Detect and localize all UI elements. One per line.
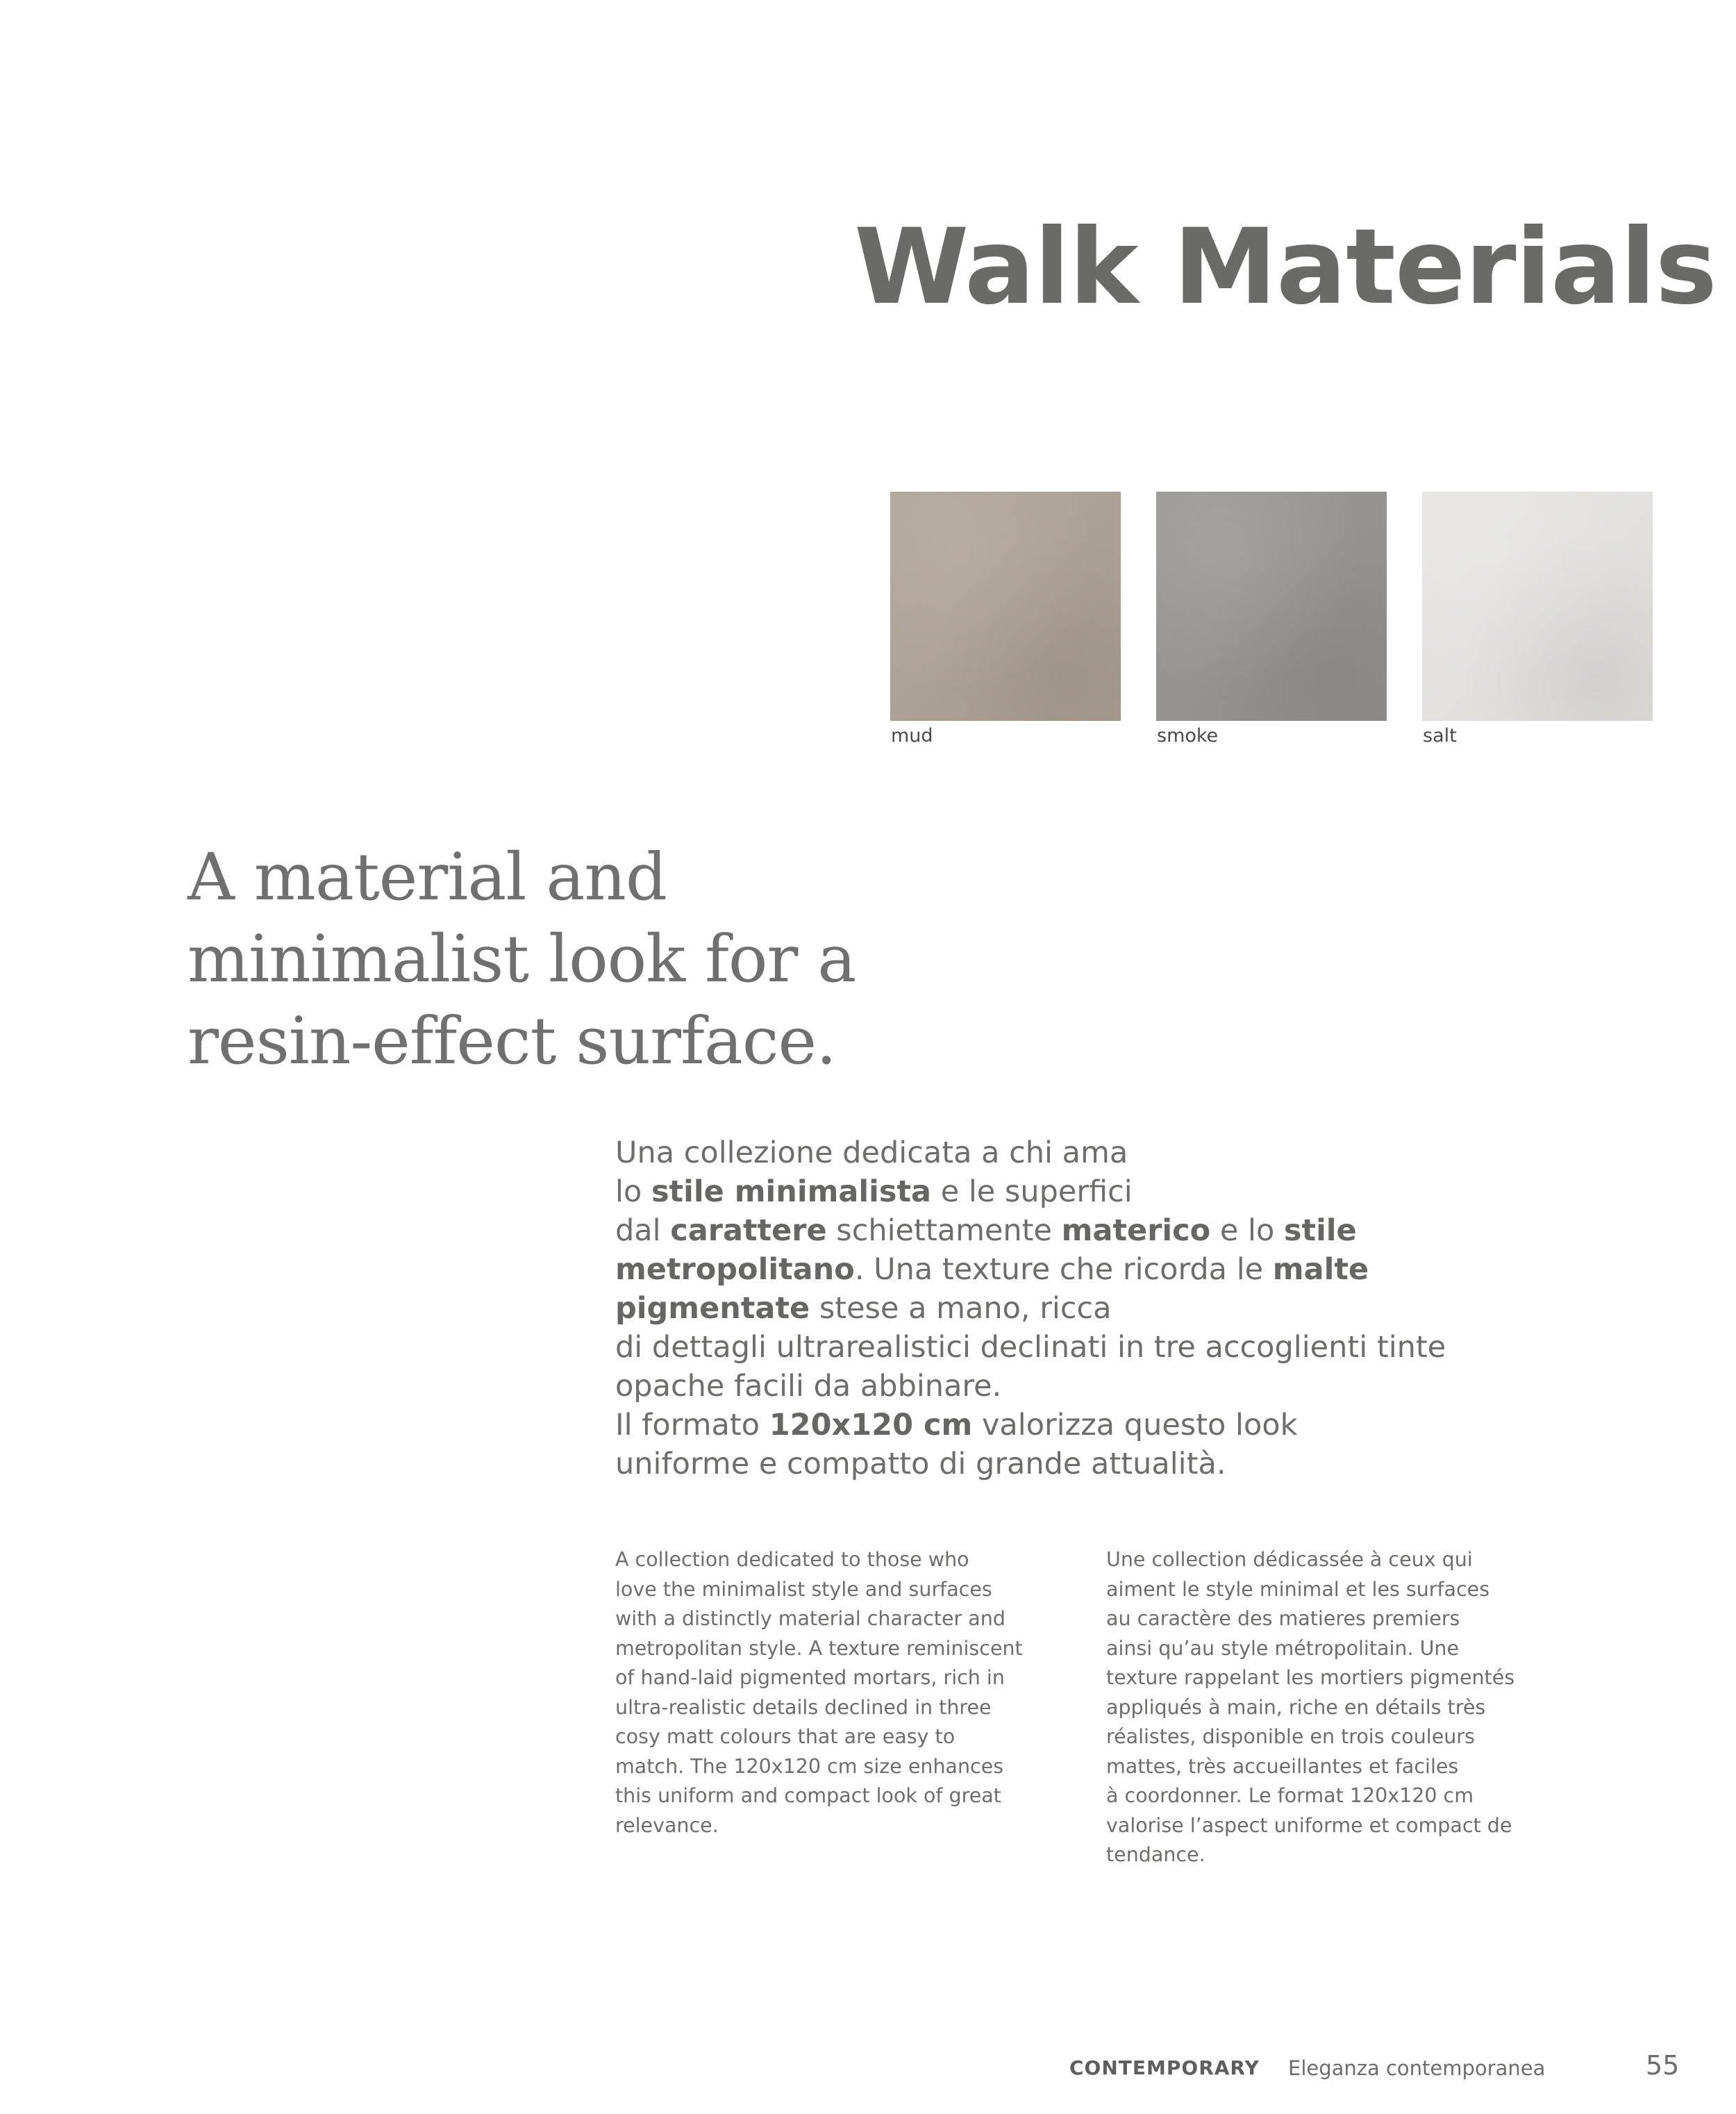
text-line: of hand-laid pigmented mortars, rich in — [615, 1666, 1005, 1689]
lead-line: pigmentate stese a mano, ricca — [615, 1291, 1112, 1326]
text-line: Une collection dédicassée à ceux qui — [1106, 1548, 1473, 1571]
text-line: ultra-realistic details declined in three — [615, 1695, 992, 1719]
footer-subtitle: Eleganza contemporanea — [1288, 2056, 1546, 2080]
text-line: cosy matt colours that are easy to — [615, 1725, 955, 1748]
lead-line: Una collezione dedicata a chi ama — [615, 1135, 1128, 1170]
text-line: valorise l’aspect uniforme et compact de — [1106, 1813, 1512, 1837]
swatch-salt — [1422, 492, 1653, 721]
text-line: metropolitan style. A texture reminiscent — [615, 1636, 1023, 1660]
headline — [187, 837, 1021, 1083]
text-line: match. The 120x120 cm size enhances — [615, 1754, 1004, 1778]
text-line: aiment le style minimal et les surfaces — [1106, 1577, 1490, 1601]
lead-line: metropolitano. Una texture che ricorda le malte — [615, 1252, 1369, 1287]
text-line: ainsi qu’au style métropolitain. Une — [1106, 1636, 1460, 1660]
text-line: réalistes, disponible en trois couleurs — [1106, 1725, 1475, 1748]
lead-line: lo stile minimalista e le superfici — [615, 1174, 1133, 1209]
swatch-mud — [890, 492, 1121, 721]
text-line: texture rappelant les mortiers pigmentés — [1106, 1666, 1515, 1689]
text-line: with a distinctly material character and — [615, 1607, 1005, 1630]
lead-line: di dettagli ultrarealistici declinati in tre accoglienti tinte — [615, 1330, 1446, 1365]
swatch-label-mud: mud — [891, 725, 933, 747]
emphasis: pigmentate — [615, 1291, 810, 1326]
swatch-smoke — [1156, 492, 1387, 721]
emphasis: malte — [1272, 1252, 1369, 1287]
lead-line: opache facili da abbinare. — [615, 1369, 1002, 1404]
italian-description — [615, 1133, 1539, 1483]
text-line: au caractère des matieres premiers — [1106, 1607, 1460, 1630]
swatch-label-smoke: smoke — [1157, 725, 1219, 747]
headline-line: A material and — [187, 840, 667, 915]
emphasis: metropolitano — [615, 1252, 855, 1287]
emphasis: carattere — [670, 1213, 827, 1248]
text-line: à coordonner. Le format 120x120 cm — [1106, 1784, 1474, 1807]
emphasis: stile minimalista — [651, 1174, 932, 1209]
lead-line: Il formato 120x120 cm valorizza questo look — [615, 1408, 1298, 1442]
lead-line: uniforme e compatto di grande attualità. — [615, 1447, 1226, 1481]
text-line: A collection dedicated to those who — [615, 1548, 969, 1571]
emphasis: materico — [1061, 1213, 1211, 1248]
page-number: 55 — [1646, 2050, 1680, 2081]
text-line: mattes, très accueillantes et faciles — [1106, 1754, 1459, 1778]
lead-line: dal carattere schiettamente materico e lo stile — [615, 1213, 1357, 1248]
english-description — [615, 1545, 1074, 1840]
emphasis: stile — [1283, 1213, 1357, 1248]
text-line: love the minimalist style and surfaces — [615, 1577, 992, 1601]
headline-line: minimalist look for a — [187, 922, 856, 997]
page-title: Walk Materials — [854, 207, 1717, 328]
text-line: tendance. — [1106, 1843, 1205, 1866]
french-description — [1106, 1545, 1564, 1870]
text-line: appliqués à main, riche en détails très — [1106, 1695, 1486, 1719]
swatch-label-salt: salt — [1423, 725, 1457, 747]
footer-section-name: CONTEMPORARY — [1069, 2056, 1260, 2079]
text-line: this uniform and compact look of great — [615, 1784, 1001, 1807]
headline-line: resin-effect surface. — [187, 1004, 837, 1079]
emphasis: 120x120 cm — [769, 1408, 973, 1442]
text-line: relevance. — [615, 1813, 719, 1837]
